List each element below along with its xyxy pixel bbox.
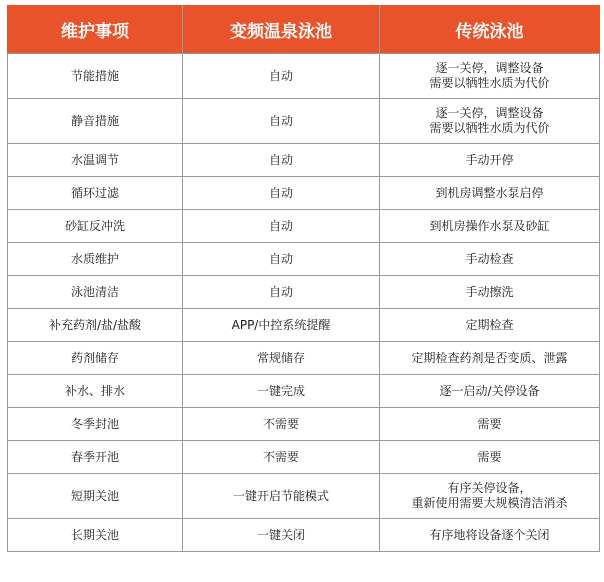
- cell-inverter-pool: APP/中控系统提醒: [183, 309, 380, 342]
- table-row: [8, 519, 600, 552]
- cell-traditional-line: 有序关停设备，: [447, 481, 532, 495]
- table-row: [8, 276, 600, 309]
- cell-traditional-pool: [380, 441, 600, 474]
- cell-traditional-pool: [380, 210, 600, 243]
- cell-maintenance-item: 水温调节: [8, 144, 183, 177]
- cell-inverter-pool: 不需要: [183, 441, 380, 474]
- cell-maintenance-item: 长期关池: [8, 519, 183, 552]
- cell-traditional-pool: [380, 474, 600, 519]
- cell-maintenance-item: 补水、排水: [8, 375, 183, 408]
- cell-maintenance-item: 节能措施: [8, 54, 183, 99]
- cell-traditional-line: 到机房操作水泵及砂缸: [429, 218, 550, 233]
- cell-traditional-pool: [380, 342, 600, 375]
- table-row: [8, 342, 600, 375]
- table-row: [8, 210, 600, 243]
- cell-traditional-line: 需要以牺牲水质为代价: [429, 76, 550, 90]
- header-inverter-pool: 变频温泉泳池: [183, 6, 380, 54]
- cell-maintenance-item: 循环过滤: [8, 177, 183, 210]
- cell-maintenance-item: 冬季封池: [8, 408, 183, 441]
- table-row: [8, 474, 600, 519]
- cell-traditional-pool: [380, 177, 600, 210]
- cell-traditional-line: 手动擦洗: [465, 284, 514, 299]
- cell-inverter-pool: 自动: [183, 276, 380, 309]
- table-header-row: [8, 6, 600, 54]
- cell-inverter-pool: 一键开启节能模式: [183, 474, 380, 519]
- comparison-table-wrapper: [7, 5, 599, 552]
- table-row: [8, 309, 600, 342]
- header-maintenance-item: 维护事项: [8, 6, 183, 54]
- table-body: [8, 54, 600, 552]
- cell-maintenance-item: 砂缸反冲洗: [8, 210, 183, 243]
- table-row: [8, 408, 600, 441]
- cell-inverter-pool: 不需要: [183, 408, 380, 441]
- cell-traditional-line: 手动开停: [465, 152, 514, 167]
- comparison-table: [7, 5, 600, 552]
- cell-inverter-pool: 自动: [183, 243, 380, 276]
- cell-maintenance-item: 短期关池: [8, 474, 183, 519]
- cell-traditional-line: 需要: [477, 449, 502, 464]
- header-traditional-pool: 传统泳池: [380, 6, 600, 54]
- cell-inverter-pool: 自动: [183, 177, 380, 210]
- cell-traditional-pool: [380, 309, 600, 342]
- table-row: [8, 177, 600, 210]
- cell-traditional-pool: [380, 408, 600, 441]
- cell-traditional-pool: [380, 99, 600, 144]
- cell-traditional-line: 有序地将设备逐个关闭: [429, 527, 550, 542]
- table-row: [8, 375, 600, 408]
- cell-traditional-pool: [380, 519, 600, 552]
- cell-inverter-pool: 一键关闭: [183, 519, 380, 552]
- cell-traditional-pool: [380, 276, 600, 309]
- cell-inverter-pool: 自动: [183, 144, 380, 177]
- table-row: [8, 441, 600, 474]
- cell-maintenance-item: 泳池清洁: [8, 276, 183, 309]
- cell-maintenance-item: 静音措施: [8, 99, 183, 144]
- table-row: [8, 144, 600, 177]
- cell-traditional-line: 需要: [477, 416, 502, 431]
- cell-inverter-pool: 自动: [183, 210, 380, 243]
- cell-traditional-line: 逐一启动/关停设备: [439, 383, 540, 398]
- cell-traditional-line: 定期检查药剂是否变质、泄露: [411, 350, 568, 365]
- cell-inverter-pool: 一键完成: [183, 375, 380, 408]
- table-row: [8, 243, 600, 276]
- cell-inverter-pool: 常规储存: [183, 342, 380, 375]
- cell-traditional-pool: [380, 375, 600, 408]
- cell-maintenance-item: 春季开池: [8, 441, 183, 474]
- cell-traditional-line: 到机房调整水泵启停: [435, 185, 544, 200]
- cell-maintenance-item: 补充药剂/盐/盐酸: [8, 309, 183, 342]
- cell-traditional-pool: [380, 144, 600, 177]
- cell-traditional-pool: [380, 243, 600, 276]
- cell-maintenance-item: 水质维护: [8, 243, 183, 276]
- cell-inverter-pool: 自动: [183, 54, 380, 99]
- table-row: [8, 99, 600, 144]
- cell-traditional-line: 逐一关停，调整设备: [435, 61, 544, 75]
- cell-traditional-line: 定期检查: [465, 317, 514, 332]
- cell-traditional-line: 需要以牺牲水质为代价: [429, 121, 550, 135]
- cell-traditional-pool: [380, 54, 600, 99]
- table-row: [8, 54, 600, 99]
- cell-traditional-line: 重新使用需要大规模清洁消杀: [411, 496, 568, 510]
- cell-traditional-line: 手动检查: [465, 251, 514, 266]
- cell-inverter-pool: 自动: [183, 99, 380, 144]
- cell-traditional-line: 逐一关停，调整设备: [435, 106, 544, 120]
- cell-maintenance-item: 药剂储存: [8, 342, 183, 375]
